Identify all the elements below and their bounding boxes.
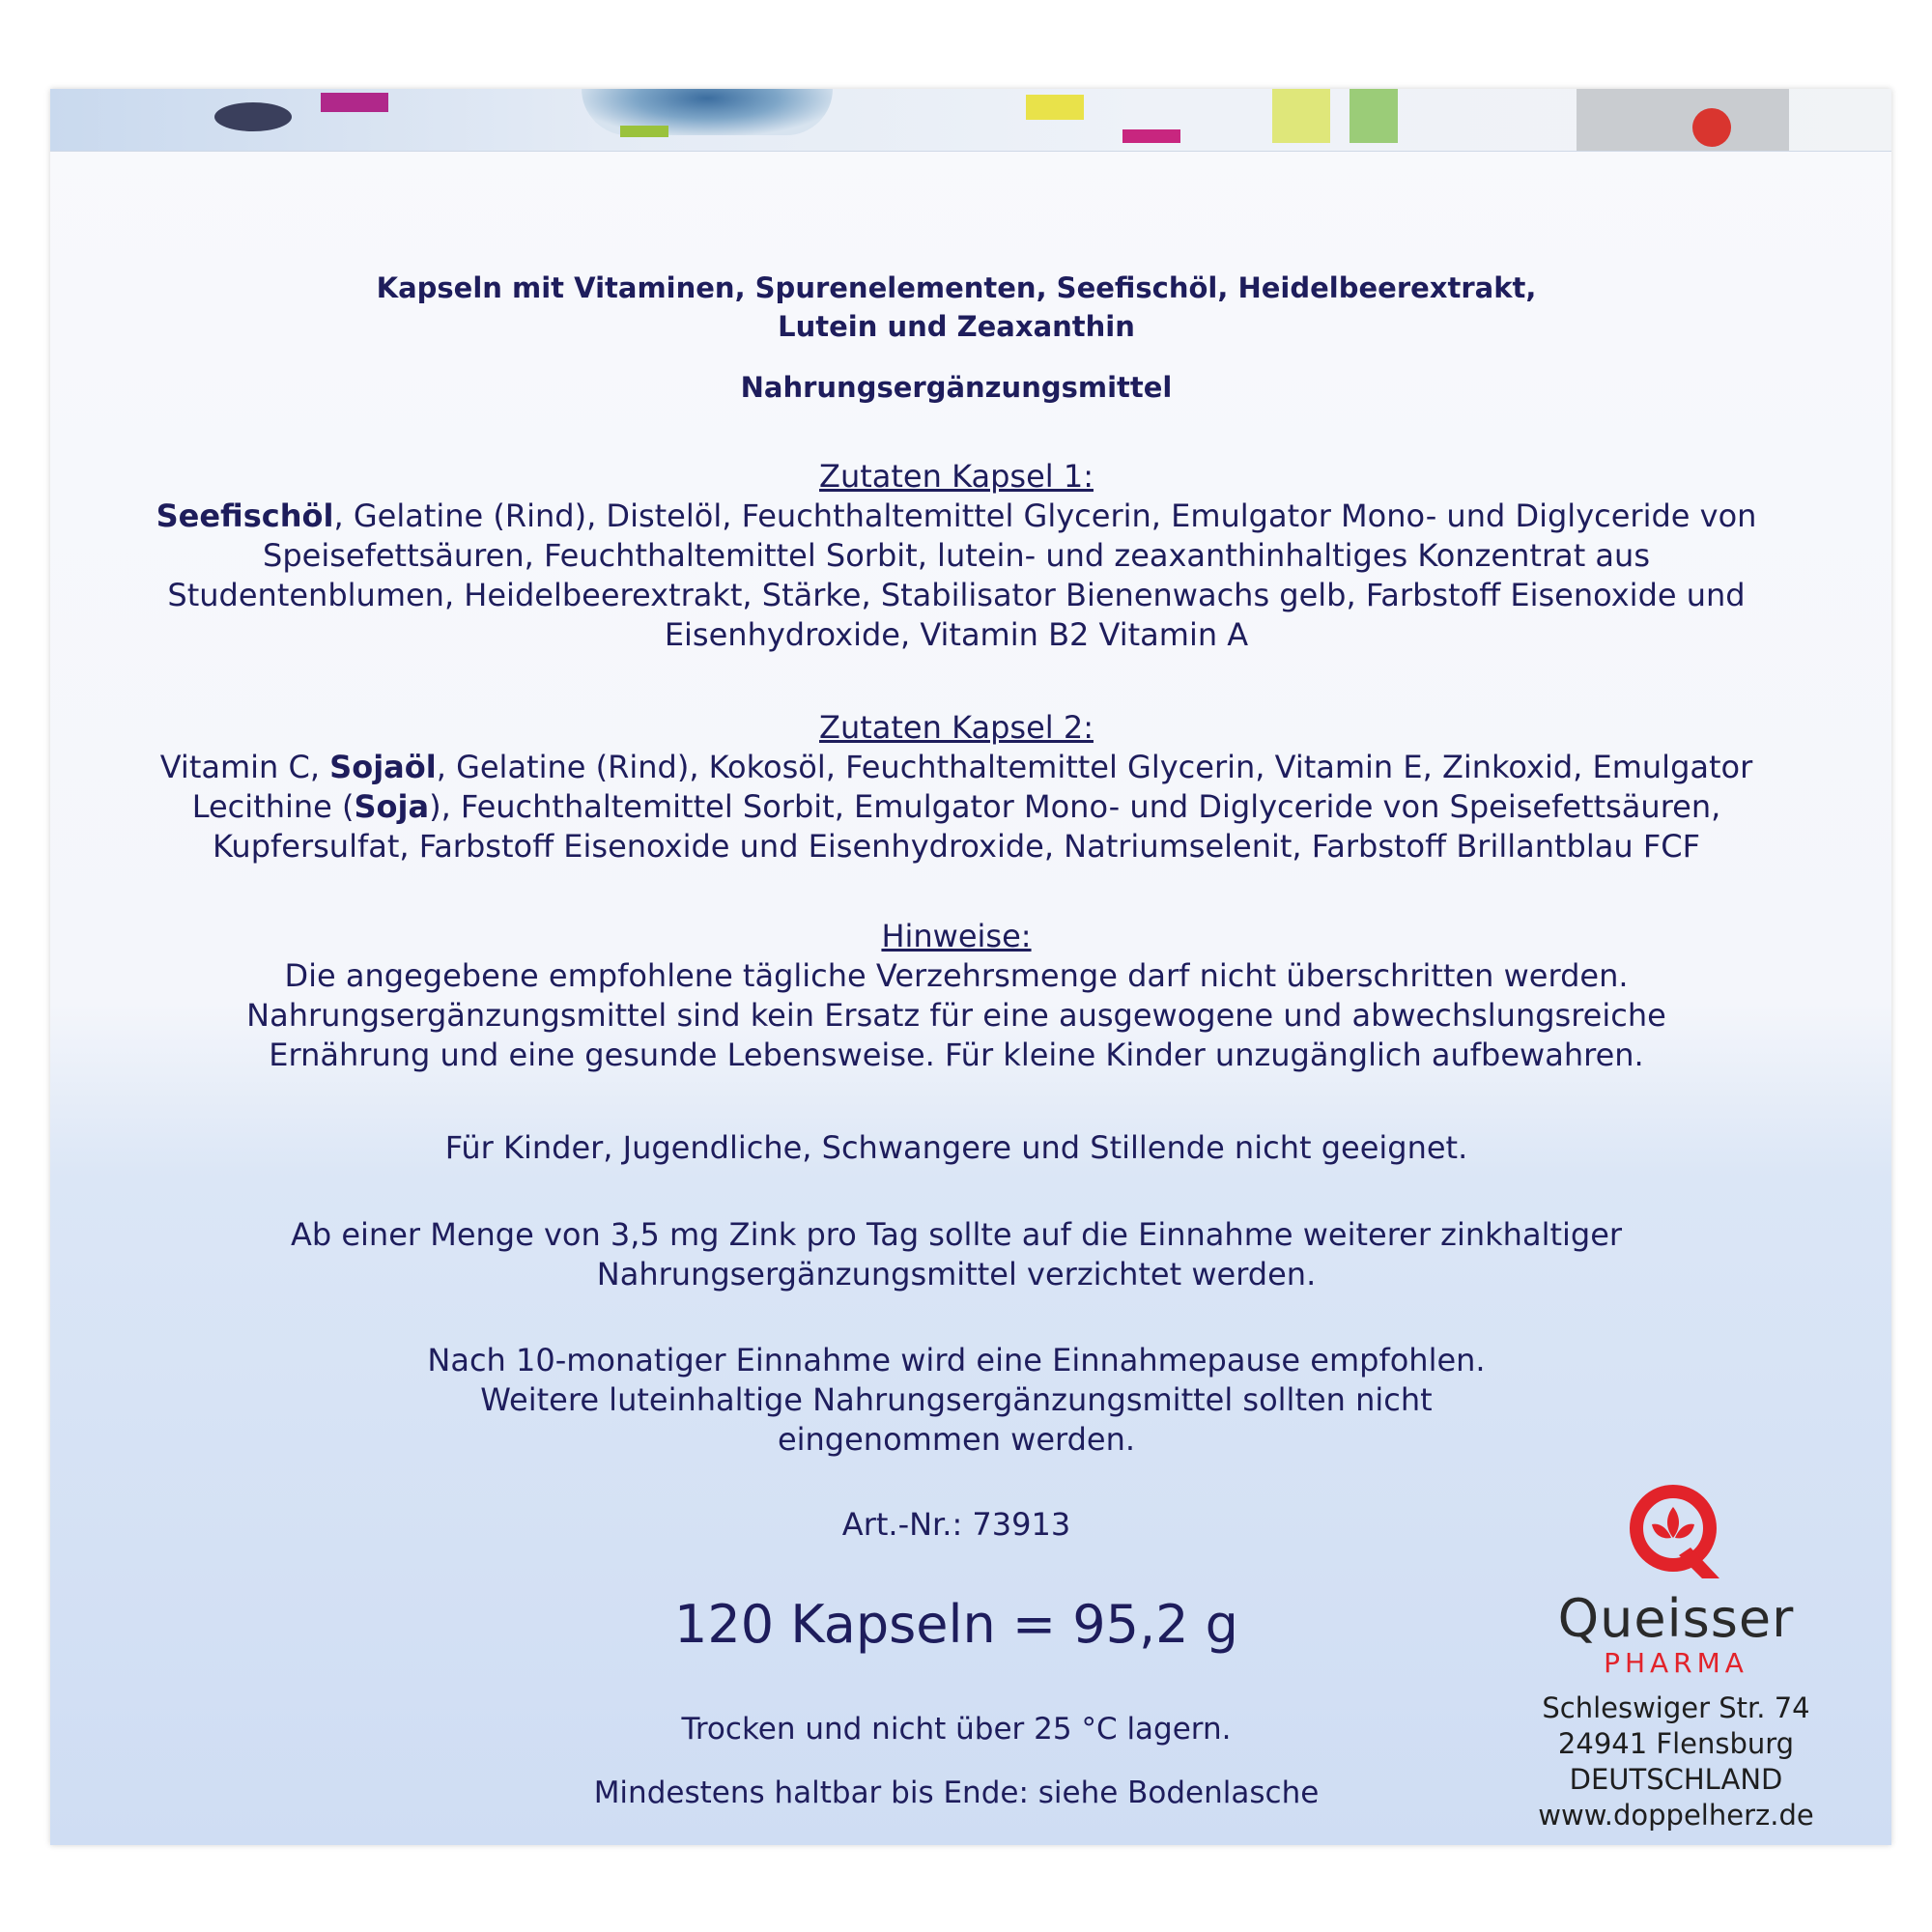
address-street: Schleswiger Str. 74 <box>1542 1691 1810 1724</box>
flap-graphic-red <box>1692 108 1731 147</box>
website-link[interactable]: www.doppelherz.de <box>1538 1799 1814 1832</box>
manufacturer-block <box>1517 1478 1835 1833</box>
kapsel1-line-1: , Gelatine (Rind), Distelöl, Feuchthaltemittel Glycerin, Emulgator Mono- und Diglyceride von <box>333 497 1757 534</box>
brand-subtitle: PHARMA <box>1604 1647 1748 1679</box>
flap-graphic-green2 <box>1350 89 1398 143</box>
kapsel1-line-4: Eisenhydroxide, Vitamin B2 Vitamin A <box>664 616 1249 653</box>
best-before-note: Mindestens haltbar bis Ende: siehe Bodenlasche <box>593 1776 1320 1810</box>
flap-graphic-lime <box>1272 89 1330 143</box>
hinweise-paragraph-3 <box>145 1215 1768 1294</box>
kapsel2-line-2a: Lecithine ( <box>191 788 355 825</box>
flap-graphic-grey-panel <box>1577 89 1789 151</box>
product-description <box>145 269 1768 346</box>
hinweise-section <box>145 918 1768 1075</box>
flap-graphic-green <box>620 126 668 137</box>
package-quantity: 120 Kapseln = 95,2 g <box>674 1594 1238 1655</box>
address-city: 24941 Flensburg <box>1557 1727 1795 1760</box>
flap-graphic-dark <box>214 102 292 131</box>
title-line-1: Kapseln mit Vitaminen, Spurenelementen, Seefischöl, Heidelbeerextrakt, <box>376 271 1537 304</box>
kapsel2-line-1b: , Gelatine (Rind), Kokosöl, Feuchthaltemittel Glycerin, Vitamin E, Zinkoxid, Emulgator <box>436 749 1753 785</box>
flap-graphic-pink <box>1122 129 1180 143</box>
queisser-logo-icon <box>1623 1478 1729 1584</box>
kapsel1-line-2: Speisefettsäuren, Feuchthaltemittel Sorbit, lutein- und zeaxanthinhaltiges Konzentrat aus <box>263 537 1650 574</box>
kapsel2-line-1a: Vitamin C, <box>159 749 330 785</box>
title-line-2: Lutein und Zeaxanthin <box>778 310 1135 343</box>
kapsel1-bold-allergen: Seefischöl <box>156 497 334 534</box>
flap-graphic-yellow <box>1026 95 1084 120</box>
kapsel1-section <box>145 458 1768 655</box>
kapsel2-ingredients <box>145 748 1768 867</box>
address-country: DEUTSCHLAND <box>1569 1763 1783 1796</box>
kapsel2-bold-soyoil: Sojaöl <box>329 749 437 785</box>
top-flap <box>50 89 1891 152</box>
storage-instructions: Trocken und nicht über 25 °C lagern. <box>681 1712 1232 1747</box>
hinweise-heading: Hinweise: <box>881 918 1032 954</box>
product-category: Nahrungsergänzungsmittel <box>740 371 1173 404</box>
hinweise-p4-line-1: Nach 10-monatiger Einnahme wird eine Einnahmepause empfohlen. <box>427 1342 1486 1378</box>
hinweise-p1-line-2: Nahrungsergänzungsmittel sind kein Ersatz für eine ausgewogene und abwechslungsreiche <box>246 997 1666 1034</box>
brand-name: Queisser <box>1557 1588 1795 1649</box>
hinweise-p4-line-3: eingenommen werden. <box>777 1421 1136 1458</box>
hinweise-p1-line-3: Ernährung und eine gesunde Lebensweise. Für kleine Kinder unzugänglich aufbewahren. <box>269 1037 1644 1073</box>
hinweise-paragraph-4 <box>145 1341 1768 1460</box>
kapsel1-ingredients <box>145 497 1768 655</box>
kapsel1-heading: Zutaten Kapsel 1: <box>819 458 1094 495</box>
kapsel2-bold-soy: Soja <box>354 788 430 825</box>
hinweise-p3-line-2: Nahrungsergänzungsmittel verzichtet werden. <box>596 1256 1317 1293</box>
kapsel2-section <box>145 709 1768 867</box>
hinweise-p1-line-1: Die angegebene empfohlene tägliche Verzehrsmenge darf nicht überschritten werden. <box>284 957 1629 994</box>
hinweise-paragraph-2: Für Kinder, Jugendliche, Schwangere und Stillende nicht geeignet. <box>444 1129 1468 1166</box>
kapsel2-heading: Zutaten Kapsel 2: <box>819 709 1094 746</box>
kapsel1-line-3: Studentenblumen, Heidelbeerextrakt, Stärke, Stabilisator Bienenwachs gelb, Farbstoff Eisenoxide und <box>167 577 1746 613</box>
hinweise-paragraph-1 <box>145 956 1768 1075</box>
flap-graphic-magenta <box>321 93 388 112</box>
hinweise-p4-line-2: Weitere luteinhaltige Nahrungsergänzungsmittel sollten nicht <box>480 1381 1433 1418</box>
hinweise-p3-line-1: Ab einer Menge von 3,5 mg Zink pro Tag sollte auf die Einnahme weiterer zinkhaltiger <box>290 1216 1623 1253</box>
flap-graphic-eye <box>582 89 833 135</box>
kapsel2-line-2b: ), Feuchthaltemittel Sorbit, Emulgator Mono- und Diglyceride von Speisefettsäuren, <box>429 788 1721 825</box>
kapsel2-line-3: Kupfersulfat, Farbstoff Eisenoxide und Eisenhydroxide, Natriumselenit, Farbstoff Brillantblau FCF <box>213 828 1700 865</box>
article-number: Art.-Nr.: 73913 <box>841 1506 1071 1543</box>
